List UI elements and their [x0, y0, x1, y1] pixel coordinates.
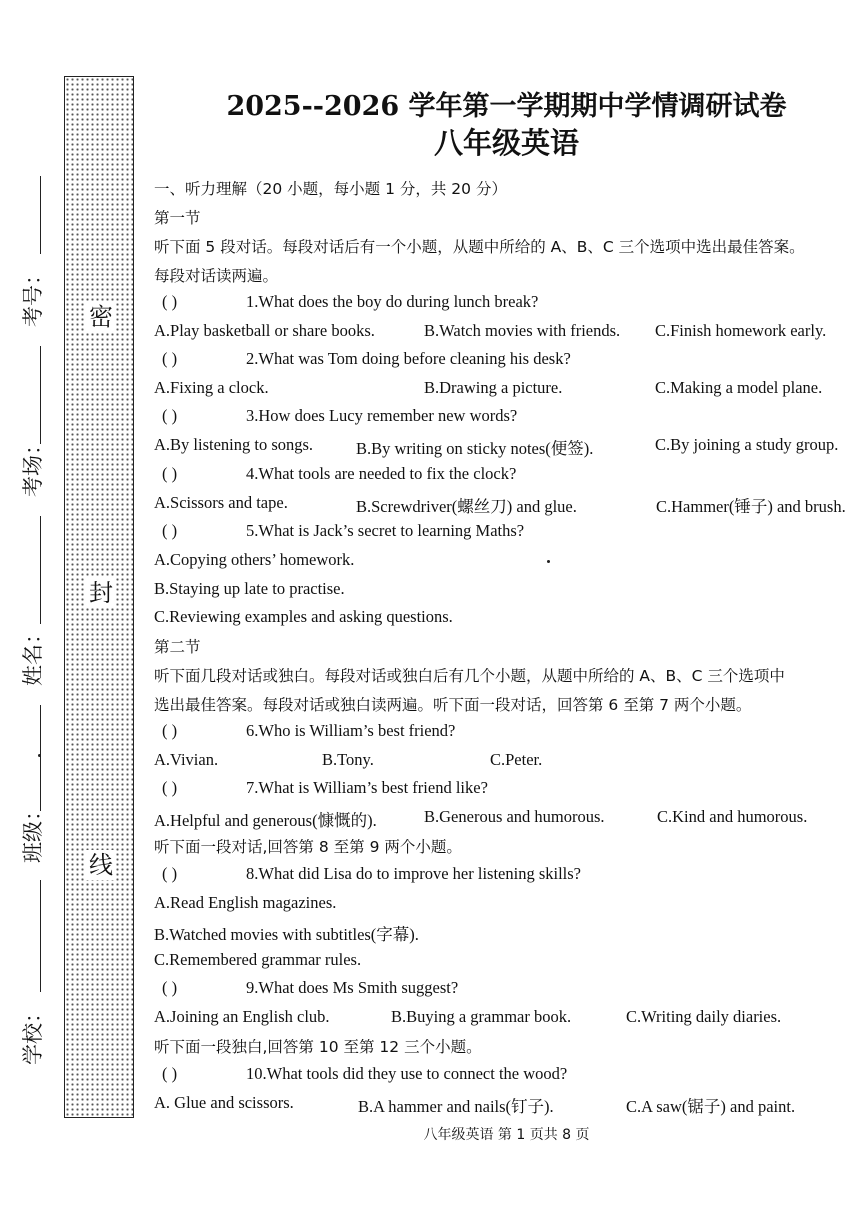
- option-c: C.Peter.: [490, 750, 543, 769]
- answer-blank[interactable]: ( ): [162, 978, 178, 997]
- school-label: 学校：: [21, 1002, 45, 1065]
- binding-margin: [0, 0, 140, 1228]
- option-a: A.Play basketball or share books.: [154, 321, 375, 340]
- option-a: A.Scissors and tape.: [154, 493, 288, 512]
- option-a: A.Joining an English club.: [154, 1007, 330, 1026]
- option-b: B.A hammer and nails(钉子).: [358, 1097, 554, 1116]
- option-c: C.Finish homework early.: [655, 321, 827, 340]
- answer-blank[interactable]: ( ): [162, 721, 178, 740]
- option-b: B.Generous and humorous.: [424, 807, 605, 826]
- option-a: A.Helpful and generous(慷慨的).: [154, 811, 377, 830]
- answer-blank[interactable]: ( ): [162, 406, 178, 425]
- answer-blank[interactable]: ( ): [162, 349, 178, 368]
- option-b: B.By writing on sticky notes(便签).: [356, 439, 594, 458]
- part1-instructions-cont: 每段对话读两遍。: [154, 267, 279, 285]
- option-a: A.Fixing a clock.: [154, 378, 269, 397]
- part2-instructions: 听下面几段对话或独白。每段对话或独白后有几个小题，从题中所给的 A、B、C 三个选项中: [154, 667, 785, 685]
- option-c: C.Remembered grammar rules.: [154, 950, 362, 969]
- exam-title: 2025--2026 学年第一学期期中学情调研试卷: [226, 91, 787, 122]
- exam-subtitle: 八年级英语: [433, 126, 579, 160]
- answer-blank[interactable]: ( ): [162, 864, 178, 883]
- option-c: C.By joining a study group.: [655, 435, 839, 454]
- option-b: B.Buying a grammar book.: [391, 1007, 572, 1026]
- answer-blank[interactable]: ( ): [162, 1064, 178, 1083]
- option-b: B.Screwdriver(螺丝刀) and glue.: [356, 497, 577, 516]
- question-stem: ( ) 8.What did Lisa do to improve her listening skills?: [162, 864, 581, 883]
- option-b: B.Watched movies with subtitles(字幕).: [154, 925, 419, 944]
- question-stem: ( ) 1.What does the boy do during lunch break?: [162, 292, 539, 311]
- option-a: A.By listening to songs.: [154, 435, 314, 454]
- option-c: C.Reviewing examples and asking questions.: [154, 607, 453, 626]
- option-c: C.Making a model plane.: [655, 378, 823, 397]
- option-c: C.Writing daily diaries.: [626, 1007, 782, 1026]
- exam-room-label: 考场：: [21, 434, 45, 497]
- instructions-q10-12: 听下面一段独白,回答第 10 至第 12 三个小题。: [154, 1038, 482, 1056]
- section-heading: 一、听力理解（20 小题，每小题 1 分，共 20 分）: [154, 180, 507, 198]
- scan-speck: [38, 754, 41, 757]
- option-b: B.Drawing a picture.: [424, 378, 563, 397]
- question-stem: ( ) 7.What is William’s best friend like?: [162, 778, 488, 797]
- option-b: B.Tony.: [322, 750, 374, 769]
- question-stem: ( ) 2.What was Tom doing before cleaning his desk?: [162, 349, 571, 368]
- answer-blank[interactable]: ( ): [162, 464, 178, 483]
- question-stem: ( ) 10.What tools did they use to connect the wood?: [162, 1064, 568, 1083]
- option-a: A.Vivian.: [154, 750, 219, 769]
- option-a: A.Read English magazines.: [154, 893, 337, 912]
- seal-char-feng: 封: [86, 578, 116, 608]
- option-a: A.Copying others’ homework.: [154, 550, 355, 569]
- option-c: C.Kind and humorous.: [657, 807, 808, 826]
- part1-instructions: 听下面 5 段对话。每段对话后有一个小题，从题中所给的 A、B、C 三个选项中选出最佳答案。: [154, 238, 805, 256]
- part2-label: 第二节: [154, 638, 201, 656]
- option-a: A. Glue and scissors.: [154, 1093, 294, 1112]
- question-stem: ( ) 9.What does Ms Smith suggest?: [162, 978, 459, 997]
- question-stem: ( ) 6.Who is William’s best friend?: [162, 721, 456, 740]
- exam-number-label: 考号：: [21, 264, 45, 327]
- option-c: C.Hammer(锤子) and brush.: [656, 497, 846, 516]
- name-label: 姓名：: [21, 623, 45, 686]
- answer-blank[interactable]: ( ): [162, 521, 178, 540]
- instructions-q8-9: 听下面一段对话,回答第 8 至第 9 两个小题。: [154, 838, 462, 856]
- seal-char-mi: 密: [86, 302, 116, 332]
- answer-blank[interactable]: ( ): [162, 778, 178, 797]
- class-label: 班级：: [21, 800, 45, 863]
- part1-label: 第一节: [154, 209, 201, 227]
- option-b: B.Watch movies with friends.: [424, 321, 621, 340]
- seal-char-xian: 线: [86, 850, 116, 880]
- question-stem: ( ) 4.What tools are needed to fix the clock?: [162, 464, 517, 483]
- answer-blank[interactable]: ( ): [162, 292, 178, 311]
- option-b: B.Staying up late to practise.: [154, 579, 345, 598]
- option-c: C.A saw(锯子) and paint.: [626, 1097, 796, 1116]
- question-stem: ( ) 5.What is Jack’s secret to learning Maths?: [162, 521, 525, 540]
- part2-instructions-cont: 选出最佳答案。每段对话或独白读两遍。听下面一段对话，回答第 6 至第 7 两个小题。: [154, 696, 752, 714]
- question-stem: ( ) 3.How does Lucy remember new words?: [162, 406, 518, 425]
- page-footer: 八年级英语 第 1 页共 8 页: [423, 1127, 590, 1143]
